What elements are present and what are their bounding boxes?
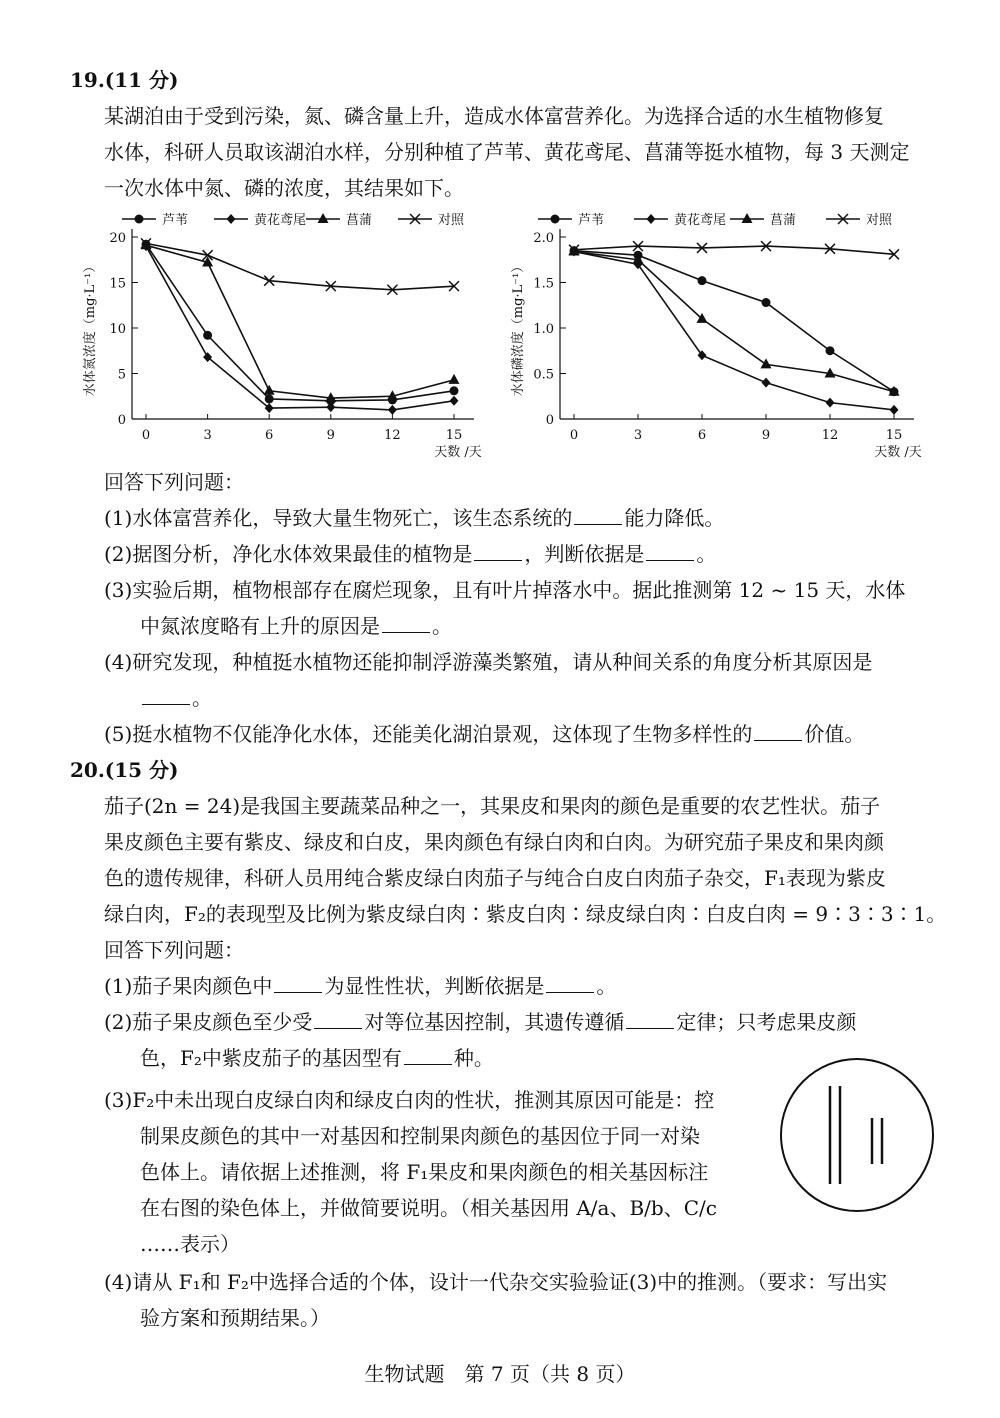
x-tick-label-4: 12 bbox=[384, 428, 401, 443]
answer-blank[interactable] bbox=[546, 974, 594, 993]
phosphorus-chart-svg bbox=[490, 205, 930, 460]
q20-sub-3-line5: ……表示） bbox=[140, 1232, 240, 1256]
q20-stem-3: 色的遗传规律，科研人员用纯合紫皮绿白肉茄子与纯合白皮白肉茄子杂交，F₁表现为紫皮 bbox=[104, 866, 886, 890]
x-axis-label: 天数 /天 bbox=[434, 445, 482, 460]
y-tick-label-3: 1.5 bbox=[533, 276, 554, 292]
answer-blank[interactable] bbox=[626, 1010, 674, 1029]
legend-label-0: 芦苇 bbox=[578, 213, 605, 228]
legend-marker-0 bbox=[135, 215, 144, 224]
series-1-point-3 bbox=[762, 378, 771, 388]
x-tick-label-1: 3 bbox=[203, 428, 212, 443]
series-line-0 bbox=[146, 244, 454, 401]
y-axis-label: 水体氮浓度（mg·L⁻¹） bbox=[83, 259, 98, 397]
q20-sub-2a: (2)茄子果皮颜色至少受 对等位基因控制，其遗传遵循 定律；只考虑果皮颜 bbox=[104, 1010, 857, 1034]
q20-sub-3-line4: 在右图的染色体上，并做简要说明。（相关基因用 A/a、B/b、C/c bbox=[140, 1196, 717, 1220]
series-line-1 bbox=[574, 252, 894, 410]
page-footer: 生物试题 第 7 页（共 8 页） bbox=[364, 1362, 636, 1386]
q20-stem-2: 果皮颜色主要有紫皮、绿皮和白皮，果肉颜色有绿白肉和白肉。为研究茄子果皮和果肉颜 bbox=[104, 830, 884, 854]
q19-score: (11 分) bbox=[104, 68, 179, 92]
legend-label-1: 黄花鸢尾 bbox=[254, 213, 307, 228]
q19-sub-4b: 。 bbox=[140, 686, 212, 710]
cell-chromosome-diagram bbox=[778, 1056, 936, 1214]
q20-sub-3-line1: (3)F₂中未出现白皮绿白肉和绿皮白肉的性状，推测其原因可能是：控 bbox=[104, 1088, 715, 1112]
series-line-2 bbox=[146, 245, 454, 398]
y-tick-label-1: 0.5 bbox=[533, 367, 554, 383]
q19-prompt: 回答下列问题： bbox=[104, 470, 244, 494]
q20-header bbox=[70, 758, 179, 782]
series-1-point-5 bbox=[450, 396, 459, 406]
answer-blank[interactable] bbox=[274, 974, 322, 993]
y-tick-label-1: 5 bbox=[117, 367, 126, 383]
y-tick-label-0: 0 bbox=[545, 413, 554, 428]
x-tick-label-5: 15 bbox=[885, 428, 903, 443]
x-tick-label-1: 3 bbox=[633, 428, 643, 443]
series-0-point-1 bbox=[203, 331, 212, 340]
legend-marker-2 bbox=[318, 213, 329, 223]
legend-label-3: 对照 bbox=[438, 213, 465, 228]
nitrogen-chart bbox=[64, 205, 484, 460]
q19-sub-3b: 中氮浓度略有上升的原因是 。 bbox=[140, 614, 452, 638]
q19-sub-1: (1)水体富营养化，导致大量生物死亡，该生态系统的 能力降低。 bbox=[104, 506, 725, 530]
x-tick-label-5: 15 bbox=[445, 428, 463, 443]
series-2-point-5 bbox=[449, 374, 460, 384]
q20-stem-1: 茄子(2n = 24)是我国主要蔬菜品种之一，其果皮和果肉的颜色是重要的农艺性状。茄子 bbox=[104, 794, 881, 818]
legend-label-1: 黄花鸢尾 bbox=[674, 213, 727, 228]
y-axis-label: 水体磷浓度（mg·L⁻¹） bbox=[511, 259, 526, 397]
legend-label-3: 对照 bbox=[866, 213, 893, 228]
q20-prompt: 回答下列问题： bbox=[104, 938, 244, 962]
series-0-point-5 bbox=[450, 386, 459, 395]
x-tick-label-3: 9 bbox=[326, 428, 335, 443]
series-0-point-2 bbox=[265, 394, 274, 403]
series-2-point-3 bbox=[761, 358, 772, 368]
series-1-point-4 bbox=[388, 405, 397, 415]
q20-stem-4: 绿白肉，F₂的表现型及比例为紫皮绿白肉∶紫皮白肉∶绿皮绿白肉∶白皮白肉 = 9∶3∶3∶1。 bbox=[104, 902, 947, 926]
series-line-3 bbox=[574, 246, 894, 254]
legend-label-2: 菖蒲 bbox=[770, 213, 797, 228]
answer-blank[interactable] bbox=[574, 506, 622, 525]
q20-score: (15 分) bbox=[104, 758, 179, 782]
q19-sub-3a: (3)实验后期，植物根部存在腐烂现象，且有叶片掉落水中。据此推测第 12 ~ 15 天，水体 bbox=[104, 578, 906, 602]
series-1-point-5 bbox=[890, 405, 899, 415]
series-line-1 bbox=[146, 246, 454, 410]
x-tick-label-4: 12 bbox=[821, 428, 839, 443]
answer-blank[interactable] bbox=[646, 542, 694, 561]
y-tick-label-3: 15 bbox=[109, 276, 126, 292]
answer-blank[interactable] bbox=[474, 542, 522, 561]
series-line-2 bbox=[574, 252, 894, 392]
y-tick-label-4: 20 bbox=[109, 231, 126, 246]
series-line-3 bbox=[146, 243, 454, 289]
cell-diagram[interactable] bbox=[778, 1056, 936, 1214]
y-tick-label-4: 2.0 bbox=[533, 231, 554, 246]
answer-blank[interactable] bbox=[382, 614, 430, 633]
x-tick-label-0: 0 bbox=[569, 428, 579, 443]
x-tick-label-2: 6 bbox=[697, 428, 707, 443]
q19-sub-5: (5)挺水植物不仅能净化水体，还能美化湖泊景观，这体现了生物多样性的 价值。 bbox=[104, 722, 865, 746]
series-line-0 bbox=[574, 251, 894, 392]
legend-marker-1 bbox=[647, 214, 656, 224]
q20-number: 20. bbox=[70, 758, 105, 782]
q19-sub-4a: (4)研究发现，种植挺水植物还能抑制浮游藻类繁殖，请从种间关系的角度分析其原因是 bbox=[104, 650, 873, 674]
answer-blank[interactable] bbox=[314, 1010, 362, 1029]
answer-blank[interactable] bbox=[142, 686, 190, 705]
phosphorus-chart bbox=[490, 205, 930, 460]
q19-number: 19. bbox=[70, 68, 105, 92]
series-0-point-3 bbox=[762, 298, 771, 307]
q19-stem-3: 一次水体中氮、磷的浓度，其结果如下。 bbox=[104, 176, 464, 200]
q19-stem-1: 某湖泊由于受到污染，氮、磷含量上升，造成水体富营养化。为选择合适的水生植物修复 bbox=[104, 104, 884, 128]
q19-stem-2: 水体，科研人员取该湖泊水样，分别种植了芦苇、黄花鸢尾、菖蒲等挺水植物，每 3 天测定 bbox=[104, 140, 910, 164]
q20-sub-1: (1)茄子果肉颜色中 为显性性状，判断依据是 。 bbox=[104, 974, 617, 998]
q20-sub-3-line2: 制果皮颜色的其中一对基因和控制果肉颜色的基因位于同一对染 bbox=[140, 1124, 700, 1148]
answer-blank[interactable] bbox=[754, 722, 802, 741]
y-tick-label-2: 1.0 bbox=[533, 322, 554, 337]
q20-sub-4-line1: (4)请从 F₁和 F₂中选择合适的个体，设计一代杂交实验验证(3)中的推测。（要求：写出实 bbox=[104, 1270, 888, 1294]
series-0-point-2 bbox=[698, 276, 707, 285]
q19-sub-2: (2)据图分析，净化水体效果最佳的植物是 ，判断依据是 。 bbox=[104, 542, 717, 566]
answer-blank[interactable] bbox=[404, 1046, 452, 1065]
cell-membrane bbox=[781, 1059, 933, 1211]
y-tick-label-0: 0 bbox=[117, 413, 126, 428]
series-0-point-4 bbox=[826, 346, 835, 355]
legend-label-0: 芦苇 bbox=[162, 213, 189, 228]
q20-sub-4-line2: 验方案和预期结果。） bbox=[140, 1306, 330, 1330]
series-1-point-4 bbox=[826, 398, 835, 408]
legend-marker-0 bbox=[551, 215, 560, 224]
y-tick-label-2: 10 bbox=[109, 322, 126, 337]
q20-sub-3-line3: 色体上。请依据上述推测，将 F₁果皮和果肉颜色的相关基因标注 bbox=[140, 1160, 709, 1184]
x-tick-label-0: 0 bbox=[141, 428, 151, 443]
x-tick-label-2: 6 bbox=[265, 428, 274, 443]
legend-marker-1 bbox=[227, 214, 236, 224]
q20-sub-2b: 色，F₂中紫皮茄子的基因型有 种。 bbox=[140, 1046, 494, 1070]
legend-marker-2 bbox=[742, 213, 753, 223]
nitrogen-chart-svg bbox=[64, 205, 484, 460]
series-2-point-2 bbox=[264, 385, 275, 395]
q19-header bbox=[70, 68, 179, 92]
legend-label-2: 菖蒲 bbox=[346, 213, 373, 228]
x-tick-label-3: 9 bbox=[761, 428, 771, 443]
x-axis-label: 天数 /天 bbox=[874, 445, 922, 460]
